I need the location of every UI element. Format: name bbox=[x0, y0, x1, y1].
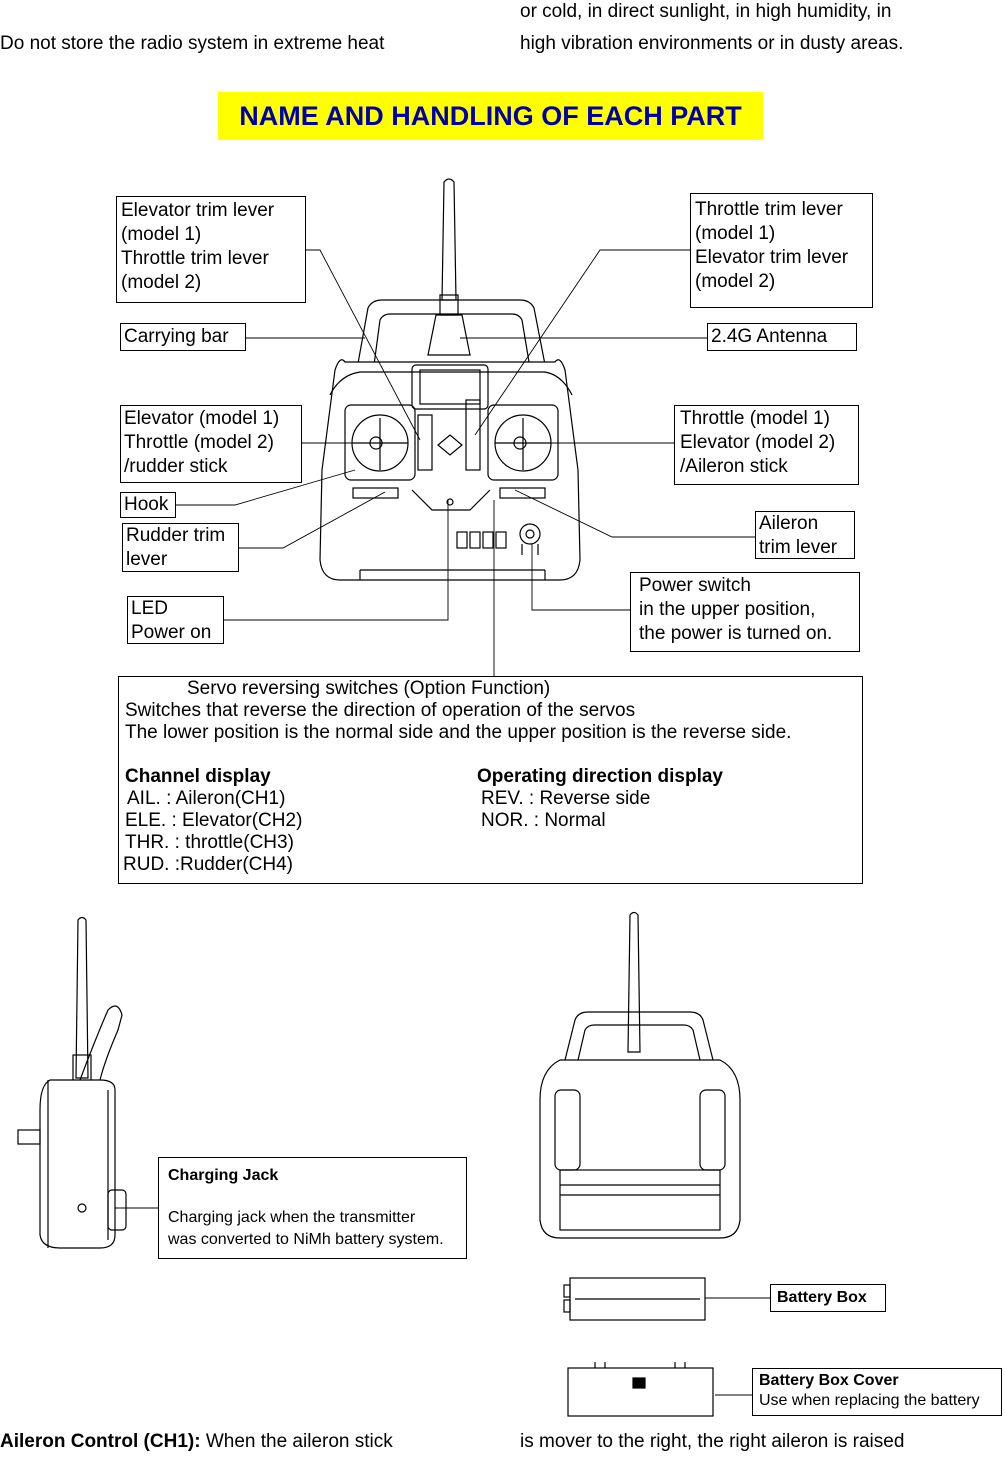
antenna-drawing bbox=[428, 179, 470, 355]
footer-left-line bbox=[0, 1430, 393, 1454]
channel-thr: THR. : throttle(CH3) bbox=[125, 832, 294, 853]
battery-box-label: Battery Box bbox=[777, 1289, 867, 1306]
servo-reversing-box bbox=[118, 676, 863, 884]
hook-callout bbox=[120, 492, 176, 518]
servo-line-2: The lower position is the normal side and the upper position is the reverse side. bbox=[125, 722, 792, 743]
battery-cover-callout bbox=[752, 1368, 1002, 1416]
direction-rev: REV. : Reverse side bbox=[481, 788, 651, 809]
right-stick-line-1: Throttle (model 1) bbox=[680, 408, 830, 429]
channel-rud: RUD. :Rudder(CH4) bbox=[123, 854, 293, 875]
footer-left-bold: Aileron Control (CH1): bbox=[0, 1431, 201, 1452]
power-switch-line-1: Power switch bbox=[639, 575, 751, 596]
right-stick-callout bbox=[674, 405, 859, 485]
rudder-trim-callout bbox=[122, 523, 239, 572]
charging-jack-callout bbox=[158, 1157, 467, 1259]
elevator-trim-callout bbox=[116, 196, 306, 303]
servo-line-1: Switches that reverse the direction of operation of the servos bbox=[125, 700, 636, 721]
battery-box-drawing bbox=[564, 1278, 705, 1320]
rudder-trim-line-2: lever bbox=[126, 549, 168, 570]
aileron-trim-line-1: Aileron bbox=[759, 513, 819, 534]
charging-jack-line-1: Charging jack when the transmitter bbox=[168, 1209, 416, 1226]
led-callout bbox=[127, 596, 224, 644]
back-view-drawing bbox=[540, 913, 740, 1239]
antenna-callout bbox=[707, 323, 857, 351]
throttle-trim-line-4: (model 2) bbox=[695, 271, 776, 292]
power-switch-line-3: the power is turned on. bbox=[639, 623, 833, 644]
carrying-bar-label: Carrying bar bbox=[124, 326, 229, 347]
throttle-trim-line-1: Throttle trim lever bbox=[695, 199, 843, 220]
hook-label: Hook bbox=[124, 494, 169, 515]
elevator-trim-line-1: Elevator trim lever bbox=[121, 200, 275, 221]
elevator-trim-line-2: (model 1) bbox=[121, 224, 202, 245]
elevator-trim-line-4: (model 2) bbox=[121, 272, 202, 293]
right-stick-line-3: /Aileron stick bbox=[680, 456, 788, 477]
channel-display-title: Channel display bbox=[125, 766, 271, 787]
servo-heading: Servo reversing switches (Option Function) bbox=[187, 678, 551, 699]
carrying-bar-callout bbox=[120, 323, 246, 351]
aileron-trim-line-2: trim lever bbox=[759, 537, 838, 558]
intro-right-line-1: or cold, in direct sunlight, in high humidity, in bbox=[520, 1, 892, 22]
direction-nor: NOR. : Normal bbox=[481, 810, 606, 831]
section-title: NAME AND HANDLING OF EACH PART bbox=[239, 101, 742, 131]
intro-right-line-2: high vibration environments or in dusty areas. bbox=[520, 33, 904, 54]
left-stick-line-1: Elevator (model 1) bbox=[124, 408, 280, 429]
elevator-trim-line-3: Throttle trim lever bbox=[121, 248, 269, 269]
power-switch-line-2: in the upper position, bbox=[639, 599, 816, 620]
led-line-1: LED bbox=[131, 598, 168, 619]
battery-cover-title: Battery Box Cover bbox=[759, 1372, 899, 1389]
battery-cover-desc: Use when replacing the battery bbox=[759, 1392, 980, 1409]
throttle-trim-line-2: (model 1) bbox=[695, 223, 776, 244]
charging-jack-title: Charging Jack bbox=[168, 1167, 279, 1184]
channel-ele: ELE. : Elevator(CH2) bbox=[125, 810, 303, 831]
footer-right-line: is mover to the right, the right aileron is raised bbox=[520, 1431, 905, 1452]
charging-jack-line-2: was converted to NiMh battery system. bbox=[168, 1231, 444, 1248]
left-stick-line-2: Throttle (model 2) bbox=[124, 432, 274, 453]
right-stick-line-2: Elevator (model 2) bbox=[680, 432, 836, 453]
rudder-trim-line-1: Rudder trim bbox=[126, 525, 226, 546]
throttle-trim-callout bbox=[690, 193, 873, 308]
battery-cover-drawing bbox=[568, 1362, 713, 1416]
channel-ail: AIL. : Aileron(CH1) bbox=[127, 788, 286, 809]
footer-left-rest: When the aileron stick bbox=[200, 1431, 393, 1452]
direction-display-title: Operating direction display bbox=[477, 766, 723, 787]
led-line-2: Power on bbox=[131, 622, 212, 643]
left-stick-line-3: /rudder stick bbox=[124, 456, 228, 477]
power-switch-callout bbox=[630, 572, 860, 652]
aileron-trim-callout bbox=[755, 511, 855, 559]
throttle-trim-line-3: Elevator trim lever bbox=[695, 247, 849, 268]
intro-left-line: Do not store the radio system in extreme heat bbox=[0, 33, 385, 54]
left-stick-callout bbox=[120, 405, 302, 483]
side-view-drawing bbox=[18, 918, 126, 1249]
antenna-label: 2.4G Antenna bbox=[711, 326, 828, 347]
battery-box-callout bbox=[770, 1284, 886, 1312]
